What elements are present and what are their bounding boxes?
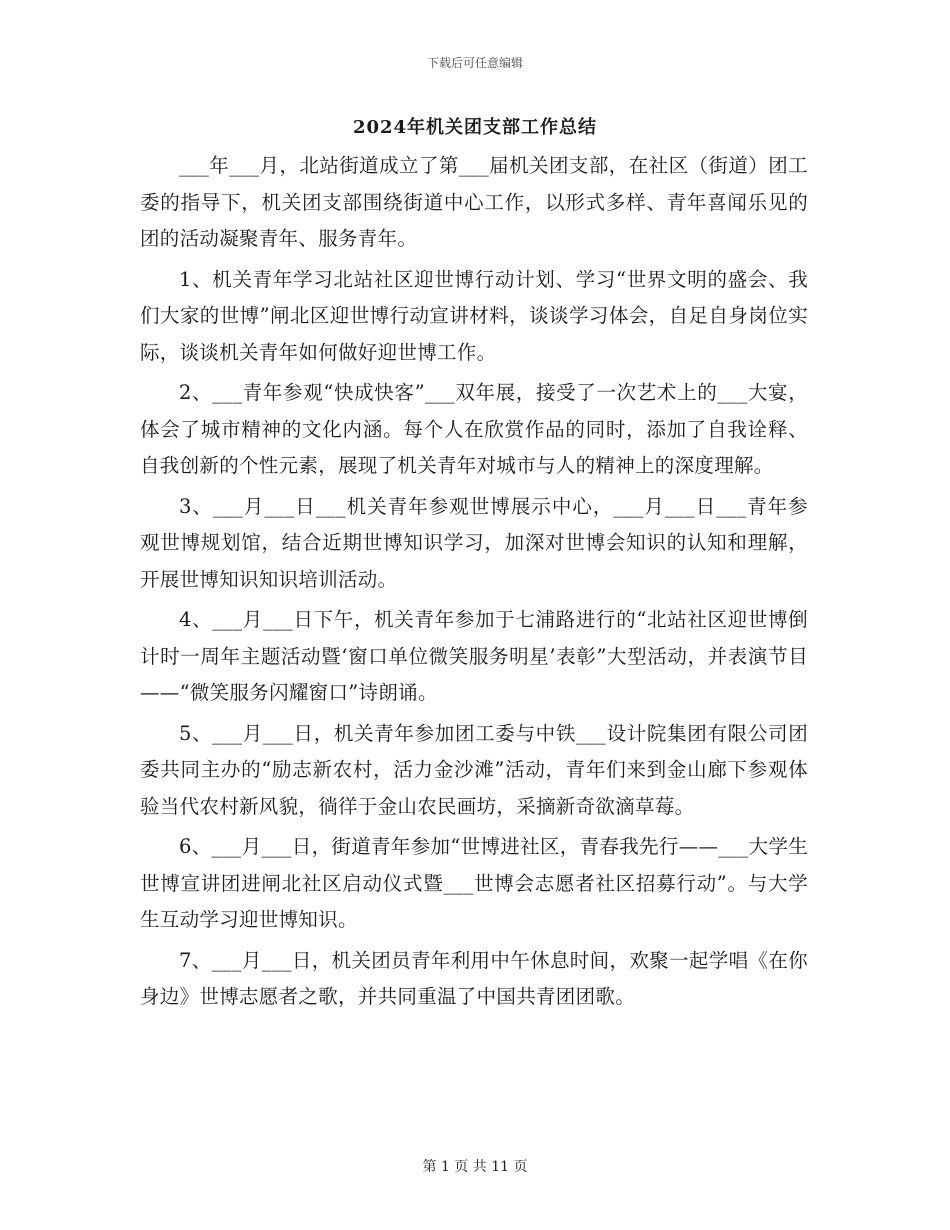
- paragraph-item-6: 6、___月___日，街道青年参加“世博进社区，青春我先行——___大学生世博宣讲团进闸北社区启动仪式暨___世博会志愿者社区招募行动”。与大学生互动学习迎世博知识。: [140, 835, 808, 931]
- document-body: [140, 148, 808, 1020]
- paragraph-item-4: 4、___月___日下午，机关青年参加于七浦路进行的“北站社区迎世博倒计时一周年主题活动暨‘窗口单位微笑服务明星’表彰”大型活动，并表演节目——“微笑服务闪耀窗口”诗朗诵。: [140, 608, 808, 704]
- paragraph-item-7: 7、___月___日，机关团员青年利用中午休息时间，欢聚一起学唱《在你身边》世博志愿者之歌，并共同重温了中国共青团团歌。: [140, 948, 808, 1008]
- paragraph-item-2: 2、___青年参观“快成快客”___双年展，接受了一次艺术上的___大宴，体会了城市精神的文化内涵。每个人在欣赏作品的同时，添加了自我诠释、自我创新的个性元素，展现了机关青年对城市与人的精神上的深度理解。: [140, 381, 808, 477]
- paragraph-item-1: 1、机关青年学习北站社区迎世博行动计划、学习“世界文明的盛会、我们大家的世博”闸北区迎世博行动宣讲材料，谈谈学习体会，自足自身岗位实际，谈谈机关青年如何做好迎世博工作。: [140, 267, 808, 364]
- header-note: 下载后可任意编辑: [426, 56, 523, 70]
- paragraph-item-3: 3、___月___日___机关青年参观世博展示中心，___月___日___青年参观世博规划馆，结合近期世博知识学习，加深对世博会知识的认知和理解，开展世博知识知识培训活动。: [140, 494, 808, 591]
- paragraph-intro: ___年___月，北站街道成立了第___届机关团支部，在社区（街道）团工委的指导下，机关团支部围绕街道中心工作，以形式多样、青年喜闻乐见的团的活动凝聚青年、服务青年。: [140, 154, 808, 250]
- page-number: 第 1 页 共 11 页: [422, 1159, 528, 1175]
- document-title: 2024年机关团支部工作总结: [352, 117, 598, 138]
- paragraph-item-5: 5、___月___日，机关青年参加团工委与中铁___设计院集团有限公司团委共同主办的“励志新农村，活力金沙滩”活动，青年们来到金山廊下参观体验当代农村新风貌，徜徉于金山农民画坊，采摘新奇欲滴草莓。: [140, 721, 808, 818]
